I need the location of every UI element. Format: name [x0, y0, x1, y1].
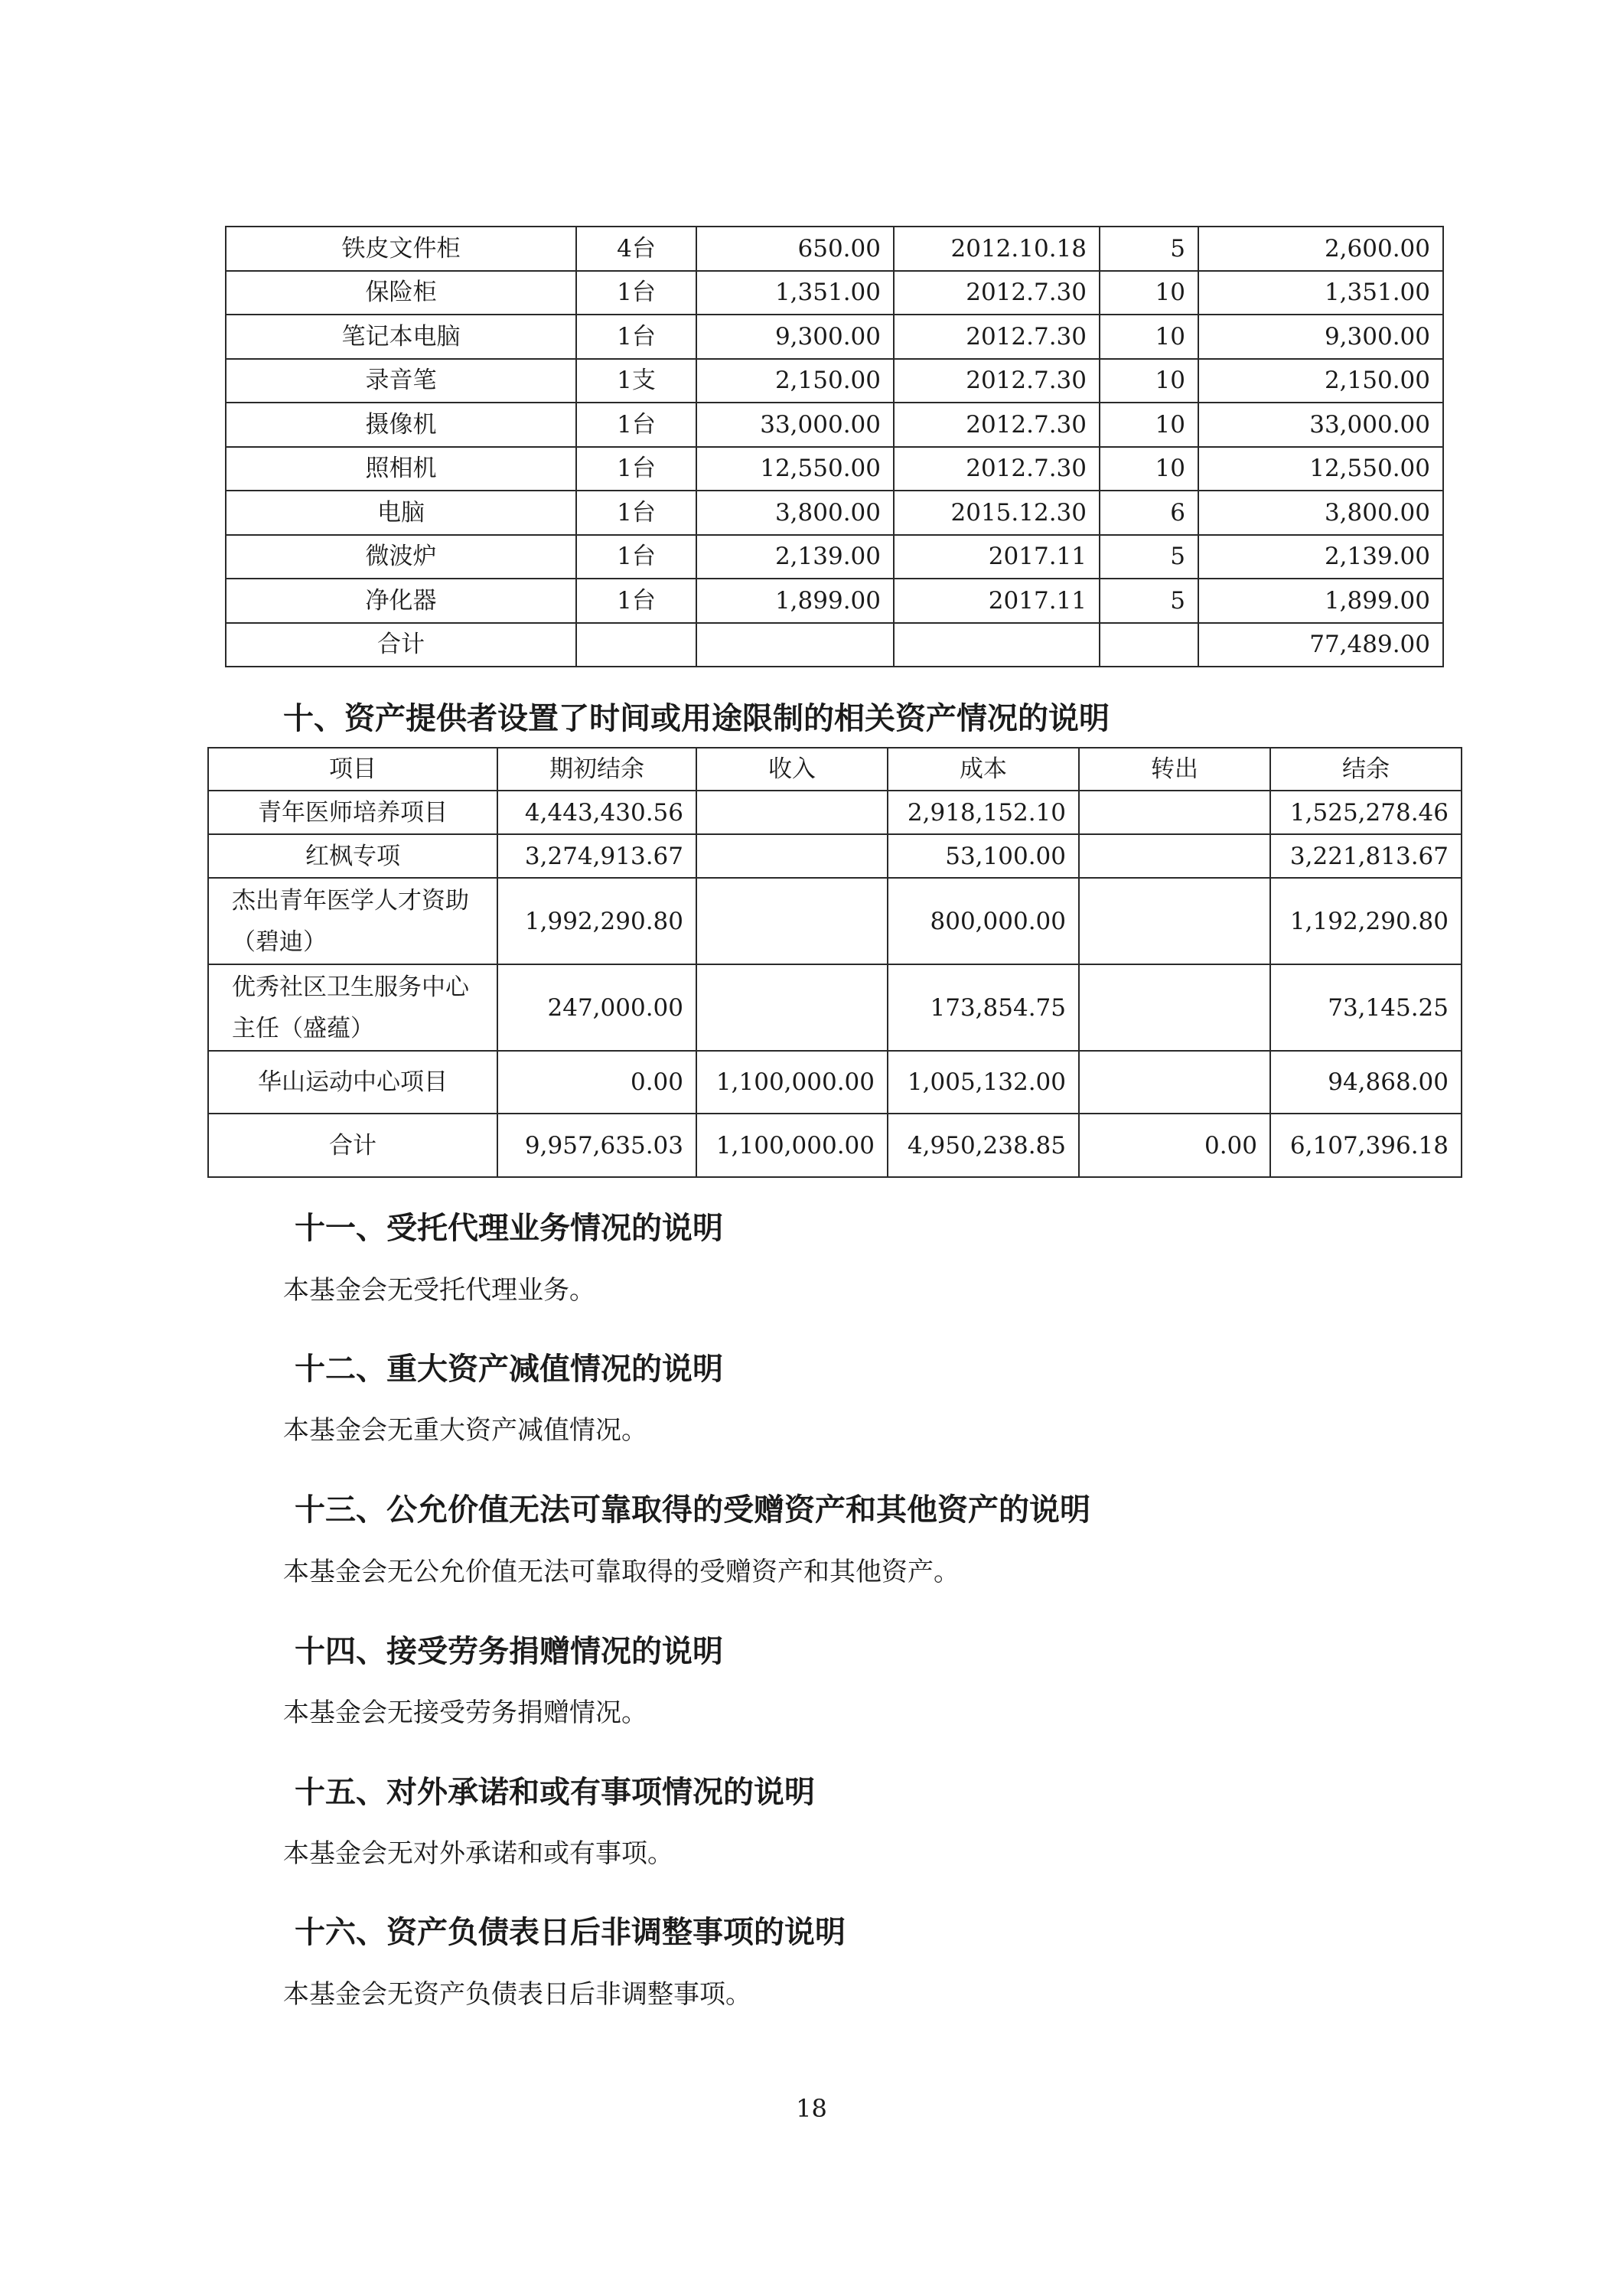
asset-date: 2012.7.30: [894, 447, 1100, 491]
asset-total: 3,800.00: [1198, 491, 1443, 535]
section-11-body: 本基金会无受托代理业务。: [283, 1275, 595, 1306]
table-row: [226, 447, 1443, 491]
asset-unit-price: 9,300.00: [696, 315, 894, 359]
section-14-heading: 十四、接受劳务捐赠情况的说明: [295, 1634, 723, 1669]
asset-years: 10: [1100, 447, 1198, 491]
asset-name: 笔记本电脑: [226, 315, 576, 359]
asset-name: 摄像机: [226, 403, 576, 447]
table-row: [208, 834, 1462, 878]
table-row: [226, 535, 1443, 579]
section-15-body: 本基金会无对外承诺和或有事项。: [283, 1838, 673, 1869]
income: [696, 878, 888, 964]
project-name: 优秀社区卫生服务中心主任（盛蕴）: [208, 964, 497, 1051]
transfer-out: [1079, 791, 1270, 834]
table-header-row: [208, 748, 1462, 791]
section-11-heading: 十一、受托代理业务情况的说明: [295, 1211, 723, 1246]
asset-unit-price: 3,800.00: [696, 491, 894, 535]
section-14-body: 本基金会无接受劳务捐赠情况。: [283, 1698, 647, 1728]
section-10-heading: 十、资产提供者设置了时间或用途限制的相关资产情况的说明: [283, 701, 1110, 736]
section-12-heading: 十二、重大资产减值情况的说明: [295, 1352, 723, 1387]
transfer-out: [1079, 834, 1270, 878]
asset-date: 2017.11: [894, 579, 1100, 623]
total-closing: 6,107,396.18: [1270, 1114, 1462, 1177]
asset-total: 2,600.00: [1198, 227, 1443, 271]
total-label: 合计: [208, 1114, 497, 1177]
asset-qty: 4台: [576, 227, 696, 271]
total-label: 合计: [226, 623, 576, 667]
table-row: [208, 964, 1462, 1051]
asset-date: 2012.7.30: [894, 271, 1100, 315]
asset-qty: 1台: [576, 315, 696, 359]
table-row: [208, 1051, 1462, 1114]
asset-date: 2012.7.30: [894, 315, 1100, 359]
cost: 1,005,132.00: [888, 1051, 1079, 1114]
transfer-out: [1079, 878, 1270, 964]
asset-unit-price: 33,000.00: [696, 403, 894, 447]
closing-balance: 94,868.00: [1270, 1051, 1462, 1114]
asset-years: 10: [1100, 315, 1198, 359]
table-row: [226, 227, 1443, 271]
asset-date: 2015.12.30: [894, 491, 1100, 535]
total-income: 1,100,000.00: [696, 1114, 888, 1177]
restricted-assets-table: [207, 747, 1462, 1178]
asset-qty: 1台: [576, 535, 696, 579]
total-cost: 4,950,238.85: [888, 1114, 1079, 1177]
cost: 53,100.00: [888, 834, 1079, 878]
project-name: 杰出青年医学人才资助（碧迪）: [208, 878, 497, 964]
col-header-opening: 期初结余: [497, 748, 696, 791]
table-row: [208, 791, 1462, 834]
asset-unit-price: 1,351.00: [696, 271, 894, 315]
project-name: 华山运动中心项目: [208, 1051, 497, 1114]
closing-balance: 3,221,813.67: [1270, 834, 1462, 878]
section-13-body: 本基金会无公允价值无法可靠取得的受赠资产和其他资产。: [283, 1557, 960, 1587]
table-row: [226, 359, 1443, 403]
section-16-body: 本基金会无资产负债表日后非调整事项。: [283, 1979, 751, 2010]
asset-years: 5: [1100, 579, 1198, 623]
income: [696, 964, 888, 1051]
asset-date: 2012.7.30: [894, 403, 1100, 447]
page-number: 18: [796, 2094, 827, 2123]
asset-total: 1,899.00: [1198, 579, 1443, 623]
asset-qty: 1台: [576, 579, 696, 623]
col-header-closing: 结余: [1270, 748, 1462, 791]
asset-name: 铁皮文件柜: [226, 227, 576, 271]
asset-qty: 1台: [576, 491, 696, 535]
asset-name: 微波炉: [226, 535, 576, 579]
asset-years: 6: [1100, 491, 1198, 535]
opening-balance: 247,000.00: [497, 964, 696, 1051]
section-16-heading: 十六、资产负债表日后非调整事项的说明: [295, 1915, 846, 1950]
closing-balance: 1,525,278.46: [1270, 791, 1462, 834]
asset-qty: 1台: [576, 271, 696, 315]
cost: 800,000.00: [888, 878, 1079, 964]
opening-balance: 4,443,430.56: [497, 791, 696, 834]
project-name: 红枫专项: [208, 834, 497, 878]
asset-total: 1,351.00: [1198, 271, 1443, 315]
opening-balance: 3,274,913.67: [497, 834, 696, 878]
income: [696, 791, 888, 834]
asset-unit-price: 2,150.00: [696, 359, 894, 403]
total-opening: 9,957,635.03: [497, 1114, 696, 1177]
section-13-heading: 十三、公允价值无法可靠取得的受赠资产和其他资产的说明: [295, 1492, 1090, 1528]
total-row: [226, 623, 1443, 667]
asset-total: 2,150.00: [1198, 359, 1443, 403]
table-row: [208, 878, 1462, 964]
opening-balance: 0.00: [497, 1051, 696, 1114]
project-name: 青年医师培养项目: [208, 791, 497, 834]
total-transfer: 0.00: [1079, 1114, 1270, 1177]
income: [696, 834, 888, 878]
asset-name: 照相机: [226, 447, 576, 491]
cost: 2,918,152.10: [888, 791, 1079, 834]
transfer-out: [1079, 964, 1270, 1051]
asset-total: 12,550.00: [1198, 447, 1443, 491]
closing-balance: 1,192,290.80: [1270, 878, 1462, 964]
income: 1,100,000.00: [696, 1051, 888, 1114]
col-header-project: 项目: [208, 748, 497, 791]
asset-years: 10: [1100, 403, 1198, 447]
asset-name: 净化器: [226, 579, 576, 623]
asset-years: 10: [1100, 359, 1198, 403]
asset-name: 电脑: [226, 491, 576, 535]
table-row: [226, 315, 1443, 359]
asset-qty: 1台: [576, 447, 696, 491]
asset-years: 10: [1100, 271, 1198, 315]
col-header-transfer: 转出: [1079, 748, 1270, 791]
asset-qty: 1支: [576, 359, 696, 403]
asset-date: 2017.11: [894, 535, 1100, 579]
asset-date: 2012.7.30: [894, 359, 1100, 403]
asset-name: 保险柜: [226, 271, 576, 315]
total-value: 77,489.00: [1198, 623, 1443, 667]
asset-name: 录音笔: [226, 359, 576, 403]
section-15-heading: 十五、对外承诺和或有事项情况的说明: [295, 1775, 815, 1810]
table-row: [226, 271, 1443, 315]
table-row: [226, 403, 1443, 447]
opening-balance: 1,992,290.80: [497, 878, 696, 964]
closing-balance: 73,145.25: [1270, 964, 1462, 1051]
asset-unit-price: 12,550.00: [696, 447, 894, 491]
fixed-assets-table: [225, 226, 1444, 667]
asset-years: 5: [1100, 227, 1198, 271]
transfer-out: [1079, 1051, 1270, 1114]
total-row: [208, 1114, 1462, 1177]
asset-total: 2,139.00: [1198, 535, 1443, 579]
col-header-cost: 成本: [888, 748, 1079, 791]
asset-unit-price: 2,139.00: [696, 535, 894, 579]
asset-total: 33,000.00: [1198, 403, 1443, 447]
asset-total: 9,300.00: [1198, 315, 1443, 359]
cost: 173,854.75: [888, 964, 1079, 1051]
section-12-body: 本基金会无重大资产减值情况。: [283, 1415, 647, 1446]
table-row: [226, 491, 1443, 535]
col-header-income: 收入: [696, 748, 888, 791]
asset-qty: 1台: [576, 403, 696, 447]
asset-date: 2012.10.18: [894, 227, 1100, 271]
asset-unit-price: 1,899.00: [696, 579, 894, 623]
asset-years: 5: [1100, 535, 1198, 579]
table-row: [226, 579, 1443, 623]
asset-unit-price: 650.00: [696, 227, 894, 271]
